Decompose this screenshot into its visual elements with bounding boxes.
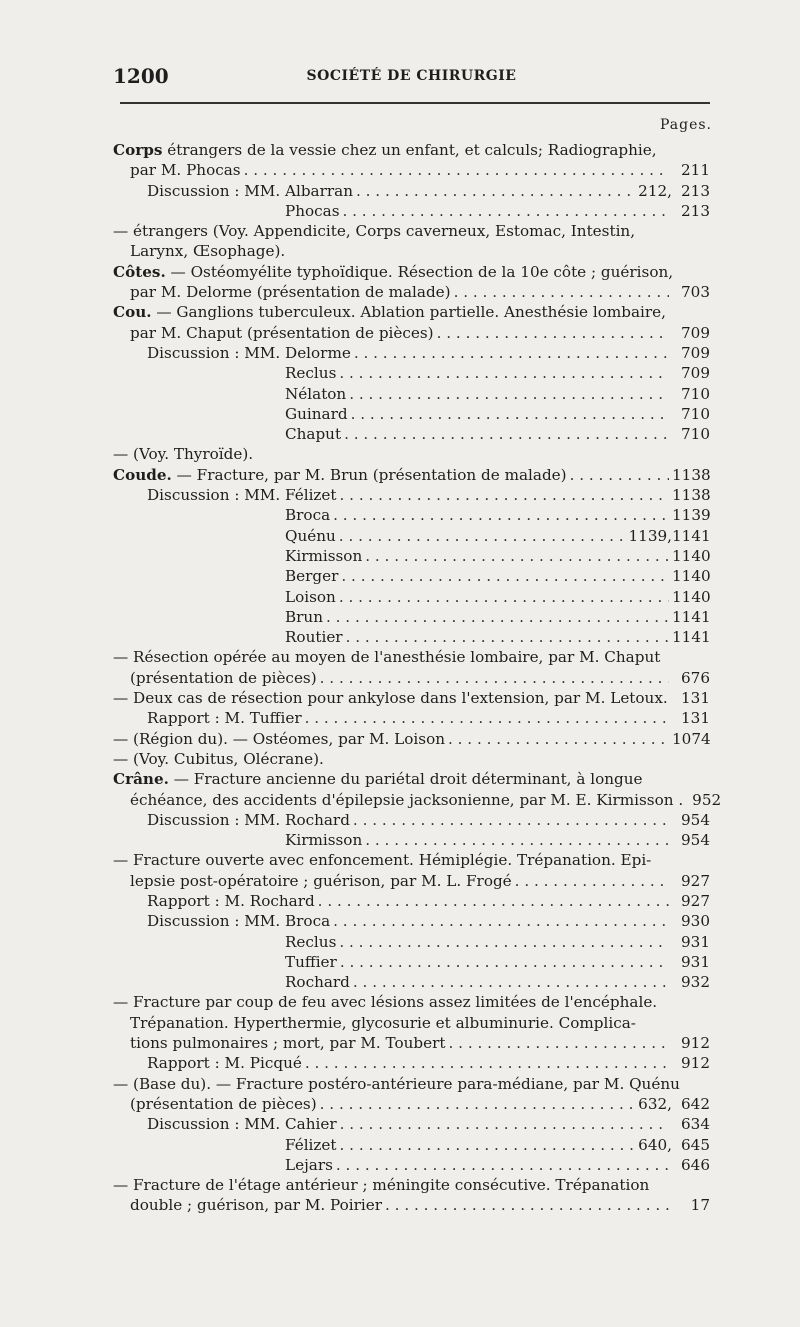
leader-dots: [333, 505, 669, 525]
leader-dots: [454, 282, 669, 302]
index-line: [113, 201, 710, 221]
index-line-text: — Deux cas de résection pour ankylose dans l'extension, par M. Letoux.: [113, 689, 668, 708]
index-line: [113, 1053, 710, 1073]
index-line-text: — Fracture par coup de feu avec lésions assez limitées de l'encéphale.: [113, 993, 658, 1012]
leader-dots: [340, 1135, 636, 1155]
index-line-text: Reclus: [285, 932, 337, 951]
index-line-text: Reclus: [285, 364, 337, 383]
index-line: [113, 1074, 710, 1094]
page-reference: 1141: [672, 526, 711, 545]
index-line-text: — (Base du). — Fracture postéro-antérieure para-médiane, par M. Quénu: [113, 1074, 680, 1093]
leader-dots: [448, 729, 669, 749]
leader-dots: [570, 465, 669, 485]
page-reference: 131: [681, 709, 710, 728]
index-line-text: — Fracture ouverte avec enfoncement. Hémiplégie. Trépanation. Epi-: [113, 851, 652, 870]
index-line-text: Rapport : M. Rochard: [147, 891, 315, 910]
pages-column-label: Pages.: [659, 117, 712, 133]
leader-dots: [326, 607, 669, 627]
page-reference-secondary: 640,: [638, 1135, 672, 1154]
page-reference: 642: [681, 1094, 710, 1113]
index-line-text: Guinard: [285, 404, 348, 423]
page-reference: 703: [681, 283, 710, 302]
index-line-text: Rapport : M. Picqué: [147, 1054, 302, 1073]
index-line-text: Brun: [285, 607, 323, 626]
leader-dots: [346, 627, 669, 647]
index-line: [113, 871, 710, 891]
page-reference: 1138: [672, 486, 711, 505]
leader-dots: [244, 160, 669, 180]
index-line: [113, 241, 710, 261]
page-reference: 709: [681, 343, 710, 362]
index-line-text: Larynx, Œsophage).: [130, 242, 286, 261]
page-reference: 710: [681, 425, 710, 444]
leader-dots: [344, 424, 669, 444]
index-headword: Côtes.: [113, 262, 166, 281]
index-line: [113, 607, 710, 627]
index-line: [113, 830, 710, 850]
index-line: [113, 587, 710, 607]
index-line-text: Trépanation. Hyperthermie, glycosurie et albuminurie. Complica-: [130, 1013, 636, 1032]
index-line-text: par M. Chaput (présentation de pièces): [130, 323, 434, 342]
leader-dots: [339, 526, 626, 546]
index-line-text: Broca: [285, 506, 331, 525]
index-line-text: Kirmisson: [285, 831, 363, 850]
index-line-text: par M. Phocas: [130, 161, 241, 180]
index-line-text: Cou. — Ganglions tuberculeux. Ablation partielle. Anesthésie lombaire,: [113, 303, 666, 322]
leader-dots: [385, 1195, 669, 1215]
page-reference: 1140: [672, 567, 711, 586]
index-line-text: Discussion : MM. Félizet: [147, 486, 337, 505]
leader-dots: [320, 1094, 636, 1114]
leader-dots: [341, 566, 669, 586]
leader-dots: [305, 1053, 669, 1073]
leader-dots: [339, 932, 669, 952]
index-line: [113, 769, 710, 789]
index-line-text: — Fracture de l'étage antérieur ; méningite consécutive. Trépanation: [113, 1176, 650, 1195]
page-reference: 931: [681, 952, 710, 971]
page-reference: 710: [681, 404, 710, 423]
page-reference: 927: [681, 891, 710, 910]
page-reference: 709: [681, 364, 710, 383]
index-line-text: Discussion : MM. Delorme: [147, 343, 351, 362]
leader-dots: [437, 323, 669, 343]
page-reference: 1139: [672, 506, 711, 525]
index-line: [113, 911, 710, 931]
index-line-text: Tuffier: [285, 952, 337, 971]
index-line-text: par M. Delorme (présentation de malade): [130, 283, 451, 302]
leader-dots: [305, 708, 669, 728]
index-line-text: — (Région du). — Ostéomes, par M. Loison: [113, 729, 445, 748]
index-line: [113, 708, 710, 728]
page-reference: 931: [681, 932, 710, 951]
page-reference: 645: [681, 1135, 710, 1154]
index-line: [113, 627, 710, 647]
page-reference: 1141: [672, 607, 711, 626]
index-line: [113, 505, 710, 525]
index-line-text: Berger: [285, 567, 339, 586]
page-reference: 211: [681, 161, 710, 180]
leader-dots: [449, 1033, 669, 1053]
page-reference: 930: [681, 912, 710, 931]
page-reference: 954: [681, 831, 710, 850]
index-line: [113, 1175, 710, 1195]
index-line: [113, 526, 710, 546]
index-line-text: Discussion : MM. Rochard: [147, 810, 350, 829]
leader-dots: [353, 810, 669, 830]
leader-dots: [339, 363, 669, 383]
index-line: [113, 972, 710, 992]
index-line-text: Quénu: [285, 526, 336, 545]
index-line-text: Chaput: [285, 425, 342, 444]
page-reference: 131: [681, 689, 710, 708]
index-line: [113, 1155, 710, 1175]
index-line: [113, 647, 710, 667]
index-line: [113, 1033, 710, 1053]
leader-dots: [356, 181, 635, 201]
index-line-text: Rapport : M. Tuffier: [147, 709, 302, 728]
page-reference: 646: [681, 1155, 710, 1174]
index-line-text: Discussion : MM. Albarran: [147, 181, 353, 200]
index-line: [113, 729, 710, 749]
leader-dots: [343, 201, 670, 221]
index-line: [113, 485, 710, 505]
index-line: [113, 1013, 710, 1033]
index-line-text: Rochard: [285, 973, 350, 992]
index-line-text: lepsie post-opératoire ; guérison, par M. L. Frogé: [130, 871, 512, 890]
page-reference: 213: [681, 181, 710, 200]
running-head: [113, 64, 710, 88]
page-reference: 927: [681, 871, 710, 890]
leader-dots: [353, 972, 669, 992]
index-line-text: tions pulmonaires ; mort, par M. Toubert: [130, 1034, 446, 1053]
page-reference: 912: [681, 1054, 710, 1073]
leader-dots: [336, 1155, 669, 1175]
index-line: [113, 444, 710, 464]
index-line-text: Kirmisson: [285, 546, 363, 565]
leader-dots: [365, 546, 669, 566]
page-reference: 710: [681, 384, 710, 403]
page-reference: 1141: [672, 628, 711, 647]
index-line: [113, 810, 710, 830]
index-line: [113, 566, 710, 586]
leader-dots: [340, 1114, 669, 1134]
index-line: [113, 363, 710, 383]
index-line: [113, 404, 710, 424]
page-reference: 17: [690, 1196, 710, 1215]
page-reference: 1074: [672, 729, 711, 748]
index-line: [113, 262, 710, 282]
index-line-text: échéance, des accidents d'épilepsie jacksonienne, par M. E. Kirmisson .: [130, 790, 684, 809]
index-headword: Corps: [113, 141, 163, 159]
index-line-text: — étrangers (Voy. Appendicite, Corps caverneux, Estomac, Intestin,: [113, 222, 636, 241]
page-reference: 1140: [672, 587, 711, 606]
index-line: [113, 181, 710, 201]
index-headword: Coude.: [113, 465, 172, 484]
index-headword: Cou.: [113, 303, 152, 322]
page-reference: 676: [681, 668, 710, 687]
index-line: [113, 221, 710, 241]
leader-dots: [318, 891, 669, 911]
page-reference: 954: [681, 810, 710, 829]
index-line-text: Discussion : MM. Cahier: [147, 1115, 337, 1134]
index-line-text: Côtes. — Ostéomyélite typhoïdique. Résection de la 10e côte ; guérison,: [113, 262, 674, 281]
page-reference-secondary: 632,: [638, 1094, 672, 1113]
page-reference-secondary: 1139,: [628, 526, 672, 545]
index-line-text: — Résection opérée au moyen de l'anesthésie lombaire, par M. Chaput: [113, 648, 661, 667]
index-line: [113, 343, 710, 363]
running-title: SOCIÉTÉ DE CHIRURGIE: [306, 68, 517, 84]
index-line: [113, 952, 710, 972]
leader-dots: [333, 911, 669, 931]
index-entries: [113, 140, 722, 1216]
index-line: [113, 1094, 710, 1114]
index-line-text: Nélaton: [285, 384, 347, 403]
index-line-text: — (Voy. Cubitus, Olécrane).: [113, 749, 324, 768]
leader-dots: [340, 485, 669, 505]
page-reference: 1138: [672, 465, 711, 484]
index-line-text: double ; guérison, par M. Poirier: [130, 1196, 383, 1215]
index-line-text: Discussion : MM. Broca: [147, 912, 331, 931]
header-rule: [120, 102, 710, 104]
index-line-text: Coude. — Fracture, par M. Brun (présentation de malade): [113, 465, 567, 484]
index-line: [113, 668, 710, 688]
leader-dots: [351, 404, 669, 424]
index-line: [113, 749, 710, 769]
index-line: [113, 932, 710, 952]
page-reference: 634: [681, 1115, 710, 1134]
index-line-text: Routier: [285, 628, 343, 647]
leader-dots: [515, 871, 669, 891]
index-line: [113, 384, 710, 404]
index-line-text: Crâne. — Fracture ancienne du pariétal droit déterminant, à longue: [113, 770, 643, 789]
page-reference: 912: [681, 1034, 710, 1053]
index-line: [113, 891, 710, 911]
index-line-text: Phocas: [285, 201, 340, 220]
index-line: [113, 160, 710, 180]
index-line-text: (présentation de pièces): [130, 1094, 317, 1113]
page-reference: 1140: [672, 546, 711, 565]
index-line-text: Félizet: [285, 1135, 337, 1154]
index-line: [113, 1135, 710, 1155]
index-line: [113, 424, 710, 444]
index-line: [113, 465, 710, 485]
page-reference: 932: [681, 973, 710, 992]
index-line-text: Lejars: [285, 1155, 333, 1174]
leader-dots: [354, 343, 669, 363]
page-reference: 709: [681, 323, 710, 342]
page-number: 1200: [113, 64, 169, 88]
leader-dots: [340, 952, 669, 972]
index-line-text: Loison: [285, 587, 336, 606]
index-line-text: — (Voy. Thyroïde).: [113, 445, 254, 464]
index-line: [113, 790, 722, 810]
index-line: [113, 688, 710, 708]
index-line: [113, 140, 710, 160]
leader-dots: [365, 830, 669, 850]
index-line: [113, 323, 710, 343]
index-line: [113, 282, 710, 302]
index-line: [113, 850, 710, 870]
index-line: [113, 992, 710, 1012]
leader-dots: [349, 384, 669, 404]
page-reference: 952: [692, 790, 722, 809]
page-reference-secondary: 212,: [638, 181, 672, 200]
leader-dots: [339, 587, 669, 607]
index-line: [113, 546, 710, 566]
index-line-text: (présentation de pièces): [130, 668, 317, 687]
index-line: [113, 1195, 710, 1215]
page-reference: 213: [681, 201, 710, 220]
leader-dots: [320, 668, 669, 688]
index-line-text: Corps étrangers de la vessie chez un enfant, et calculs; Radiographie,: [113, 141, 657, 159]
index-line: [113, 1114, 710, 1134]
index-line: [113, 302, 710, 322]
index-headword: Crâne.: [113, 770, 169, 789]
